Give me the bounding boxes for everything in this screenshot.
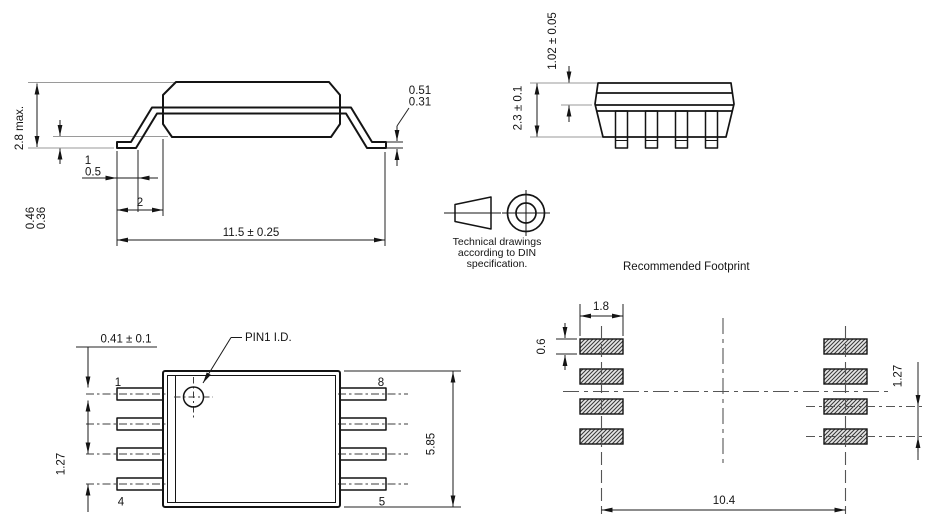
dim-foot-length-max-label: 1: [84, 155, 92, 167]
package-body-top-inner-line: [168, 376, 336, 503]
dim-foot-to-body-label: 2: [136, 197, 144, 209]
dim-lead-pitch-label: 1.27: [55, 452, 68, 476]
dim-row-spacing-label: 10.4: [712, 495, 736, 507]
din-projection-symbol: [444, 190, 550, 236]
dim-standoff-max-label: 0.46: [25, 206, 37, 230]
dim-pad-length-label: 1.8: [593, 301, 609, 313]
footprint-view: [536, 301, 926, 514]
din-note-line2: according to DIN: [457, 247, 537, 259]
dim-lead-offset-label: 1.02 ± 0.05: [547, 12, 559, 70]
dim-overall-length-label: 11.5 ± 0.25: [222, 227, 280, 239]
end-view-legs: [616, 111, 718, 148]
pin-number-8: 8: [377, 377, 385, 389]
end-view: [513, 12, 735, 148]
pin-centerlines: [86, 394, 408, 484]
side-view-gray-extension-lines: [28, 83, 176, 149]
pin1-leader: [203, 338, 242, 384]
end-view-dimension-lines: [537, 66, 569, 137]
din-note-line3: specification.: [466, 258, 528, 270]
din-note-line1: Technical drawings: [452, 236, 542, 248]
dim-lead-thickness-max-label: 0.51: [408, 85, 432, 97]
pin-number-4: 4: [117, 496, 125, 509]
pin-number-5: 5: [378, 496, 386, 509]
gullwing-leads-side: [117, 108, 386, 149]
din-note: [453, 236, 542, 270]
footprint-section-title: Recommended Footprint: [623, 261, 750, 273]
dim-standoff-min-label: 0.36: [36, 206, 48, 230]
package-body-side-outline: [163, 82, 340, 137]
pin-number-1: 1: [114, 377, 122, 389]
top-view-pins: [117, 388, 386, 490]
dim-pad-width-label: 0.6: [536, 338, 548, 355]
side-view: [14, 82, 431, 246]
dim-pad-pitch-label: 1.27: [892, 364, 905, 388]
side-view-extension-lines: [117, 108, 409, 246]
dim-body-height-label: 2.8 max.: [14, 105, 26, 151]
package-body-top-outline: [163, 371, 340, 507]
end-view-gray-extension-lines: [530, 83, 603, 137]
dim-lead-width-label: 0.41 ± 0.1: [100, 333, 152, 346]
pin1-id-marker: [174, 377, 213, 418]
dim-body-width-label: 5.85: [425, 432, 438, 456]
top-view: [56, 332, 462, 512]
dim-lead-thickness-min-label: 0.31: [408, 96, 432, 109]
dim-end-body-height-label: 2.3 ± 0.1: [512, 85, 525, 131]
dim-foot-length-min-label: 0.5: [85, 166, 101, 179]
pin1-id-label: PIN1 I.D.: [245, 332, 292, 344]
